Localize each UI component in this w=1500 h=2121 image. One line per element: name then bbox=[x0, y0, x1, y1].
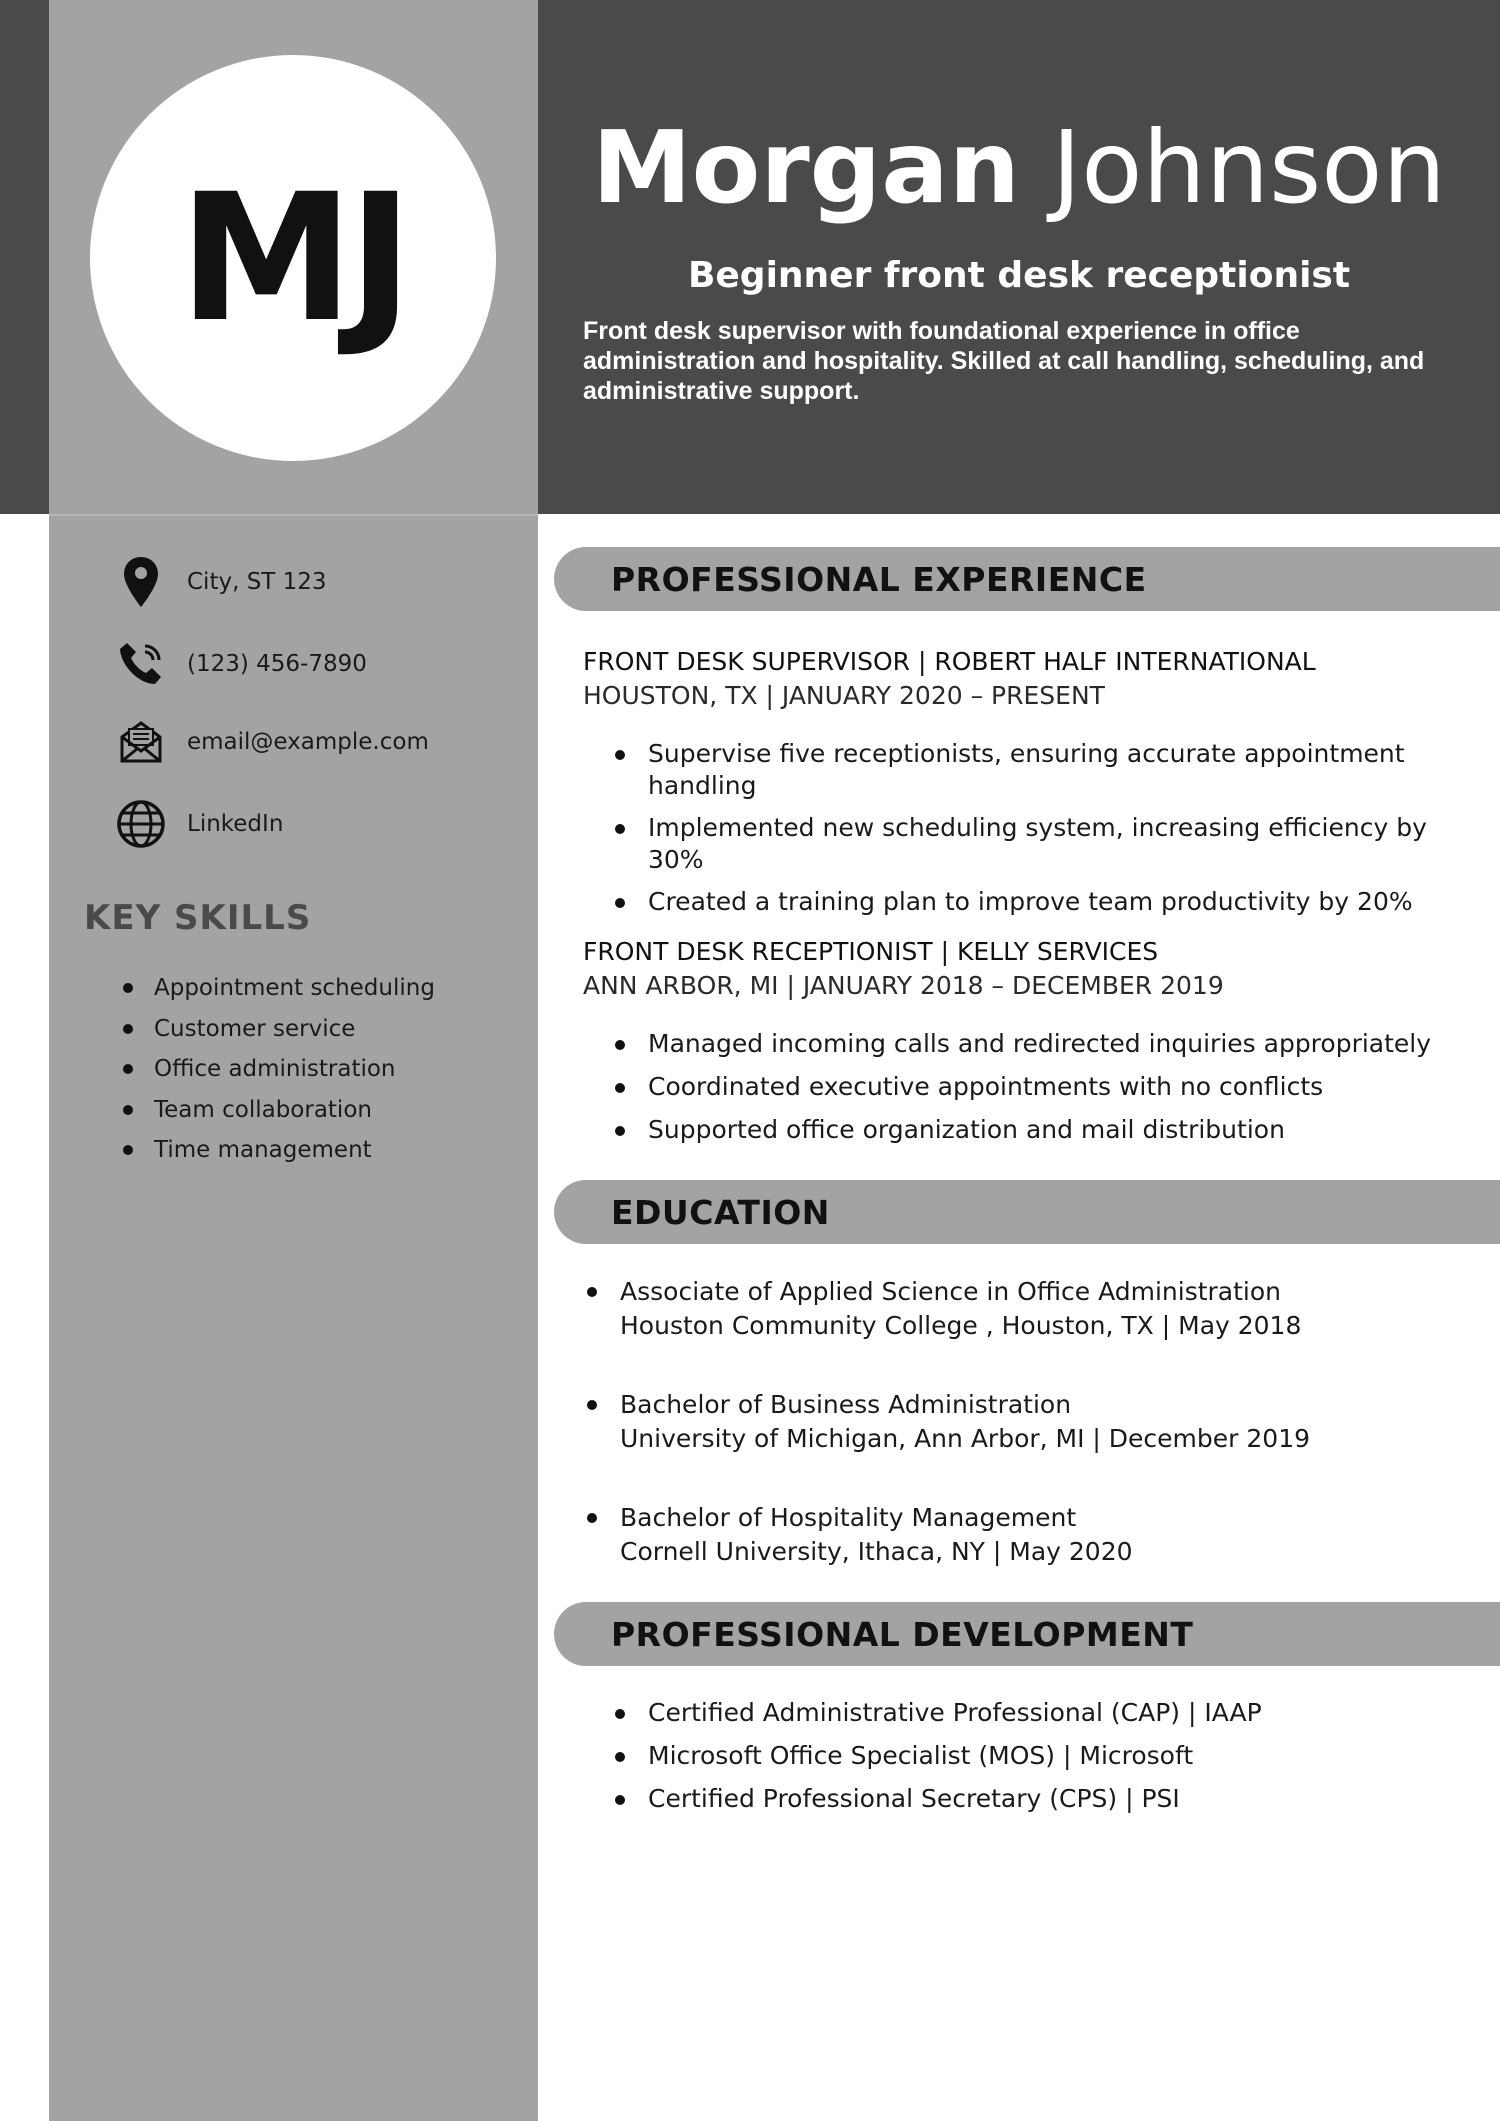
degree-detail: Cornell University, Ithaca, NY | May 2020 bbox=[620, 1537, 1133, 1566]
job-title: Beginner front desk receptionist bbox=[687, 255, 1351, 296]
contact-email bbox=[115, 716, 429, 768]
education-item bbox=[620, 1388, 1310, 1456]
certification-item: Microsoft Office Specialist (MOS) | Microsoft bbox=[648, 1740, 1468, 1772]
degree-name: Bachelor of Hospitality Management bbox=[620, 1503, 1077, 1532]
candidate-name bbox=[538, 109, 1500, 226]
job-bullet: Coordinated executive appointments with no conflicts bbox=[648, 1071, 1488, 1103]
experience-section-header bbox=[554, 547, 1500, 611]
certification-item: Certified Administrative Professional (CAP) | IAAP bbox=[648, 1697, 1468, 1729]
education-section-header bbox=[554, 1180, 1500, 1244]
profile-summary: Front desk supervisor with foundational experience in office administration and hospitality. Skilled at call handling, scheduling, and administrative support. bbox=[583, 317, 1425, 405]
skill-item: Appointment scheduling bbox=[154, 970, 435, 1011]
education-item bbox=[620, 1501, 1133, 1569]
contact-phone bbox=[115, 638, 367, 690]
degree-detail: University of Michigan, Ann Arbor, MI | December 2019 bbox=[620, 1424, 1311, 1453]
key-skills-list bbox=[154, 970, 435, 1173]
phone-icon bbox=[115, 638, 167, 690]
education-heading: EDUCATION bbox=[611, 1192, 830, 1232]
skill-item: Time management bbox=[154, 1132, 435, 1173]
phone-text[interactable]: (123) 456-7890 bbox=[187, 651, 367, 677]
certification-item: Certified Professional Secretary (CPS) | PSI bbox=[648, 1783, 1468, 1815]
email-text[interactable]: email@example.com bbox=[187, 729, 429, 755]
job-bullet: Managed incoming calls and redirected inquiries appropriately bbox=[648, 1028, 1488, 1060]
experience-heading: PROFESSIONAL EXPERIENCE bbox=[611, 559, 1147, 599]
job-bullet: Implemented new scheduling system, increasing efficiency by 30% bbox=[648, 812, 1468, 876]
location-text: City, ST 123 bbox=[187, 569, 327, 595]
development-heading: PROFESSIONAL DEVELOPMENT bbox=[611, 1614, 1194, 1654]
skill-item: Office administration bbox=[154, 1051, 435, 1092]
first-name: Morgan bbox=[592, 109, 1020, 226]
contact-location bbox=[115, 556, 327, 608]
monogram-initials: MJ bbox=[178, 155, 408, 361]
envelope-icon bbox=[115, 716, 167, 768]
job-title-line: FRONT DESK SUPERVISOR | ROBERT HALF INTERNATIONAL bbox=[583, 647, 1316, 676]
contact-linkedin bbox=[115, 798, 283, 850]
job-title-line: FRONT DESK RECEPTIONIST | KELLY SERVICES bbox=[583, 937, 1159, 966]
development-section-header bbox=[554, 1602, 1500, 1666]
job-bullet: Supported office organization and mail distribution bbox=[648, 1114, 1488, 1146]
job-bullet: Supervise five receptionists, ensuring accurate appointment handling bbox=[648, 738, 1468, 802]
linkedin-text[interactable]: LinkedIn bbox=[187, 811, 284, 837]
skill-item: Customer service bbox=[154, 1011, 435, 1052]
sidebar-divider bbox=[49, 514, 538, 516]
degree-name: Bachelor of Business Administration bbox=[620, 1390, 1072, 1419]
job-meta-line: ANN ARBOR, MI | JANUARY 2018 – DECEMBER 2019 bbox=[583, 971, 1224, 1000]
degree-name: Associate of Applied Science in Office Administration bbox=[620, 1277, 1282, 1306]
job-bullets bbox=[648, 738, 1468, 918]
job-bullets bbox=[648, 1028, 1488, 1146]
last-name: Johnson bbox=[1051, 109, 1446, 226]
monogram-avatar bbox=[90, 55, 496, 461]
skill-item: Team collaboration bbox=[154, 1092, 435, 1133]
degree-detail: Houston Community College , Houston, TX | May 2018 bbox=[620, 1311, 1302, 1340]
job-meta-line: HOUSTON, TX | JANUARY 2020 – PRESENT bbox=[583, 681, 1105, 710]
key-skills-heading: KEY SKILLS bbox=[84, 898, 312, 938]
education-item bbox=[620, 1275, 1301, 1343]
globe-icon bbox=[115, 798, 167, 850]
job-bullet: Created a training plan to improve team productivity by 20% bbox=[648, 886, 1468, 918]
map-pin-icon bbox=[115, 556, 167, 608]
development-list bbox=[648, 1697, 1468, 1815]
